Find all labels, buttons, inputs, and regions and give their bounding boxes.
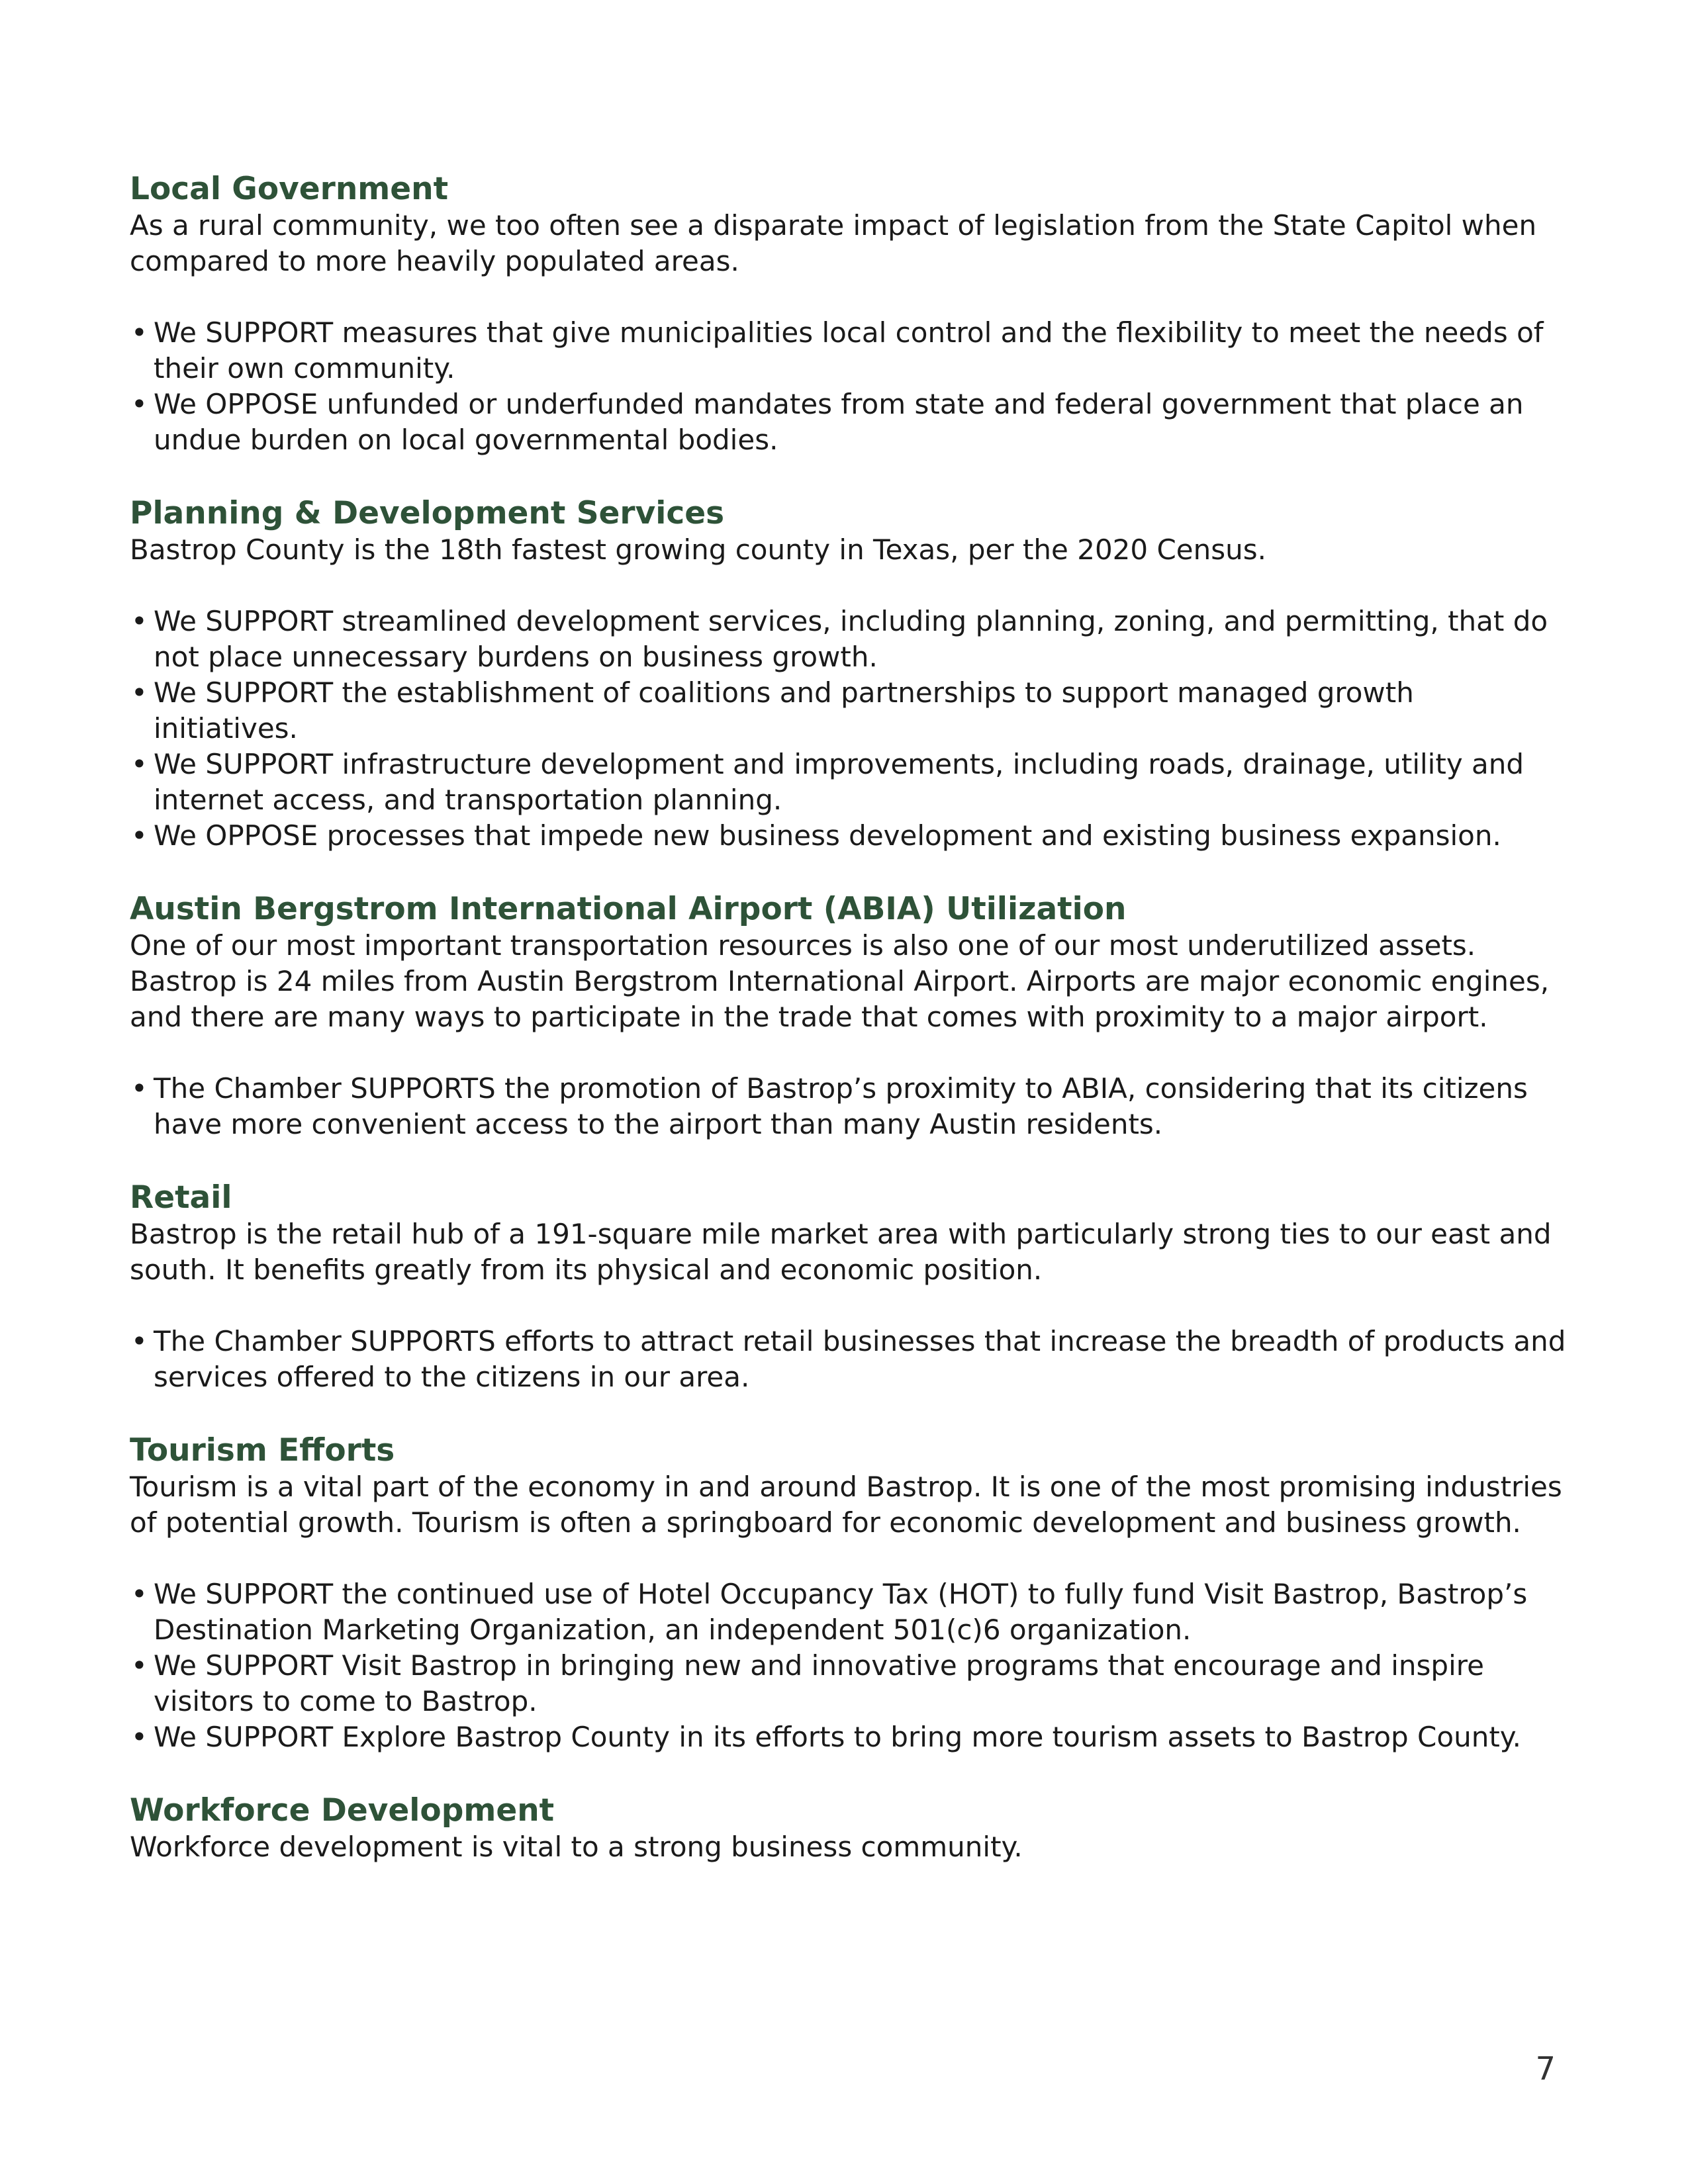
section-heading: Local Government (130, 171, 449, 207)
section-abia-utilization (130, 891, 1566, 1142)
page-content (130, 171, 1566, 1902)
bullet-item: • The Chamber SUPPORTS the promotion of Bastrop’s proximity to ABIA, considering that its citizens have more convenient access to the airport than many Austin residents. (130, 1071, 1566, 1142)
section-tourism-efforts (130, 1432, 1566, 1755)
section-intro: As a rural community, we too often see a disparate impact of legislation from the State Capitol when compared to more heavily populated areas. (130, 209, 1537, 277)
bullet-item: • We OPPOSE unfunded or underfunded mandates from state and federal government that place an undue burden on local governmental bodies. (130, 387, 1566, 458)
bullet-item: • The Chamber SUPPORTS efforts to attract retail businesses that increase the breadth of products and services offered to the citizens in our area. (130, 1324, 1566, 1395)
bullet-item: • We SUPPORT the continued use of Hotel Occupancy Tax (HOT) to fully fund Visit Bastrop, Bastrop’s Destination Marketing Organization, an independent 501(c)6 organization. (130, 1576, 1566, 1648)
section-heading: Workforce Development (130, 1792, 555, 1829)
section-planning-development (130, 495, 1566, 854)
bullet-list (130, 1071, 1566, 1142)
bullet-item: • We SUPPORT infrastructure development and improvements, including roads, drainage, utility and internet access, and transportation planning. (130, 747, 1566, 818)
section-heading: Austin Bergstrom International Airport (ABIA) Utilization (130, 891, 1127, 927)
section-retail (130, 1179, 1566, 1395)
section-heading: Planning & Development Services (130, 495, 725, 531)
section-workforce-development (130, 1792, 1566, 1865)
bullet-item: • We SUPPORT Visit Bastrop in bringing new and innovative programs that encourage and inspire visitors to come to Bastrop. (130, 1648, 1566, 1719)
bullet-item: • We SUPPORT measures that give municipalities local control and the flexibility to meet the needs of their own community. (130, 315, 1566, 387)
bullet-list (130, 315, 1566, 458)
bullet-list (130, 1324, 1566, 1395)
bullet-list (130, 604, 1566, 854)
section-intro: Workforce development is vital to a strong business community. (130, 1831, 1023, 1863)
section-intro: Bastrop County is the 18th fastest growing county in Texas, per the 2020 Census. (130, 533, 1266, 566)
bullet-list (130, 1576, 1566, 1755)
section-heading: Tourism Efforts (130, 1432, 395, 1469)
section-intro: One of our most important transportation resources is also one of our most underutilized assets. Bastrop is 24 miles from Austin Bergstrom International Airport. Airports are major economic engines, and there are many ways to participate in the trade that comes with proximity to a major airport. (130, 929, 1550, 1033)
section-heading: Retail (130, 1179, 232, 1216)
section-intro: Tourism is a vital part of the economy in and around Bastrop. It is one of the most promising industries of potential growth. Tourism is often a springboard for economic development and business growth. (130, 1471, 1562, 1539)
bullet-item: • We SUPPORT streamlined development services, including planning, zoning, and permitting, that do not place unnecessary burdens on business growth. (130, 604, 1566, 675)
section-intro: Bastrop is the retail hub of a 191-square mile market area with particularly strong ties to our east and south. It benefits greatly from its physical and economic position. (130, 1218, 1552, 1286)
bullet-item: • We SUPPORT the establishment of coalitions and partnerships to support managed growth initiatives. (130, 675, 1566, 747)
bullet-item: • We OPPOSE processes that impede new business development and existing business expansion. (130, 818, 1566, 854)
bullet-item: • We SUPPORT Explore Bastrop County in its efforts to bring more tourism assets to Bastrop County. (130, 1719, 1566, 1755)
page-number: 7 (1535, 2050, 1556, 2087)
section-local-government (130, 171, 1566, 458)
